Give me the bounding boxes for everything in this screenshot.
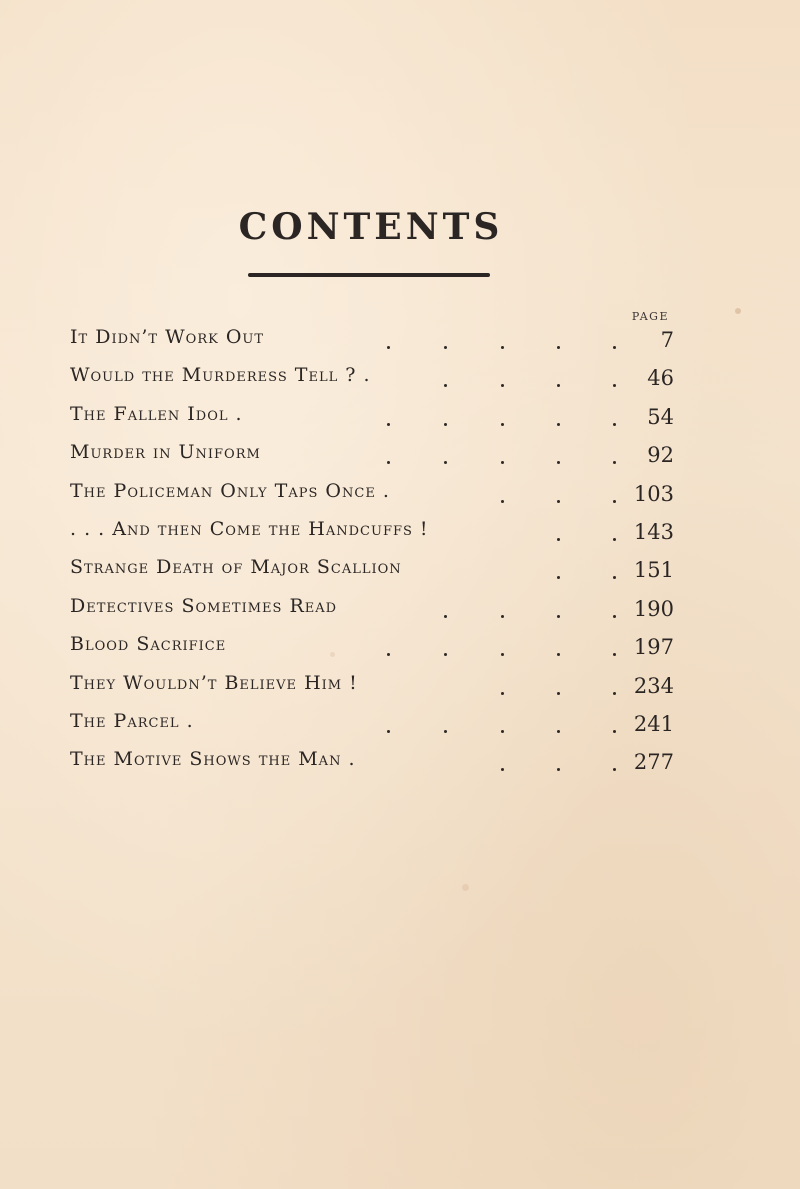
- toc-entry-page: 241: [633, 711, 674, 736]
- dot-leader: [557, 692, 560, 695]
- dot-leader: [501, 384, 504, 387]
- toc-entry[interactable]: [70, 322, 674, 360]
- dot-leader: [444, 384, 447, 387]
- dot-leader: [501, 423, 504, 426]
- dot-leader: [387, 461, 390, 464]
- toc-entry-title: Would the Murderess Tell ? .: [70, 364, 371, 387]
- dot-leader: [557, 500, 560, 503]
- toc-entry-title: Strange Death of Major Scallion: [70, 556, 402, 579]
- toc-entry-title: The Motive Shows the Man .: [70, 748, 356, 771]
- dot-leader: [557, 730, 560, 733]
- dot-leader: [613, 538, 616, 541]
- dot-leader: [557, 346, 560, 349]
- toc-entry[interactable]: [70, 706, 674, 744]
- toc-entry[interactable]: [70, 514, 674, 552]
- table-of-contents: [70, 322, 674, 783]
- toc-entry-page: 197: [633, 635, 674, 660]
- dot-leader: [501, 692, 504, 695]
- dot-leader: [557, 768, 560, 771]
- toc-entry[interactable]: [70, 668, 674, 706]
- dot-leader: [501, 615, 504, 618]
- toc-entry-title: The Fallen Idol .: [70, 402, 243, 425]
- dot-leader: [557, 653, 560, 656]
- dot-leader: [387, 653, 390, 656]
- dot-leader: [613, 615, 616, 618]
- dot-leader: [613, 730, 616, 733]
- dot-leader: [501, 346, 504, 349]
- toc-entry[interactable]: [70, 744, 674, 782]
- toc-entry-title: It Didn’t Work Out: [70, 326, 265, 348]
- paper-spot: [462, 884, 469, 891]
- toc-entry-title: Murder in Uniform: [70, 441, 261, 464]
- dot-leader: [501, 653, 504, 656]
- toc-entry[interactable]: [70, 552, 674, 590]
- dot-leader: [387, 346, 390, 349]
- dot-leader: [557, 576, 560, 579]
- dot-leader: [557, 461, 560, 464]
- toc-entry-page: 234: [633, 673, 674, 698]
- dot-leader: [613, 692, 616, 695]
- dot-leader: [613, 423, 616, 426]
- toc-entry-page: 7: [660, 328, 674, 352]
- dot-leader: [613, 500, 616, 503]
- dot-leader: [613, 653, 616, 656]
- toc-entry-page: 190: [633, 596, 674, 621]
- toc-entry-title: Blood Sacrifice: [70, 633, 227, 656]
- toc-entry[interactable]: [70, 360, 674, 398]
- dot-leader: [557, 384, 560, 387]
- paper-spot: [735, 308, 741, 314]
- toc-entry[interactable]: [70, 476, 674, 514]
- heading-rule: [248, 273, 490, 277]
- dot-leader: [444, 615, 447, 618]
- dot-leader: [557, 615, 560, 618]
- dot-leader: [613, 576, 616, 579]
- dot-leader: [444, 730, 447, 733]
- toc-entry-page: 277: [633, 750, 674, 775]
- toc-entry-title: The Policeman Only Taps Once .: [70, 479, 390, 502]
- dot-leader: [557, 538, 560, 541]
- dot-leader: [613, 346, 616, 349]
- dot-leader: [444, 461, 447, 464]
- toc-entry[interactable]: [70, 591, 674, 629]
- dot-leader: [557, 423, 560, 426]
- dot-leader: [613, 461, 616, 464]
- toc-entry-title: They Wouldn’t Believe Him !: [70, 671, 358, 694]
- dot-leader: [501, 461, 504, 464]
- dot-leader: [387, 730, 390, 733]
- toc-entry-page: 103: [633, 481, 674, 506]
- toc-entry-page: 151: [633, 558, 674, 583]
- dot-leader: [501, 500, 504, 503]
- dot-leader: [387, 423, 390, 426]
- toc-entry[interactable]: [70, 437, 674, 475]
- dot-leader: [444, 653, 447, 656]
- dot-leader: [501, 768, 504, 771]
- toc-entry-page: 54: [647, 404, 674, 429]
- toc-entry-page: 92: [647, 443, 674, 468]
- toc-entry-page: 143: [633, 519, 674, 544]
- dot-leader: [501, 730, 504, 733]
- page-column-label: PAGE: [631, 310, 669, 323]
- toc-entry-title: Detectives Sometimes Read: [70, 594, 338, 617]
- toc-entry-title: The Parcel .: [70, 709, 194, 732]
- dot-leader: [613, 384, 616, 387]
- toc-entry[interactable]: [70, 399, 674, 437]
- toc-entry-page: 46: [647, 366, 674, 391]
- dot-leader: [444, 346, 447, 349]
- toc-entry[interactable]: [70, 629, 674, 667]
- dot-leader: [613, 768, 616, 771]
- toc-entry-title: . . . And then Come the Handcuffs !: [70, 517, 429, 540]
- dot-leader: [444, 423, 447, 426]
- contents-heading: CONTENTS: [238, 206, 504, 248]
